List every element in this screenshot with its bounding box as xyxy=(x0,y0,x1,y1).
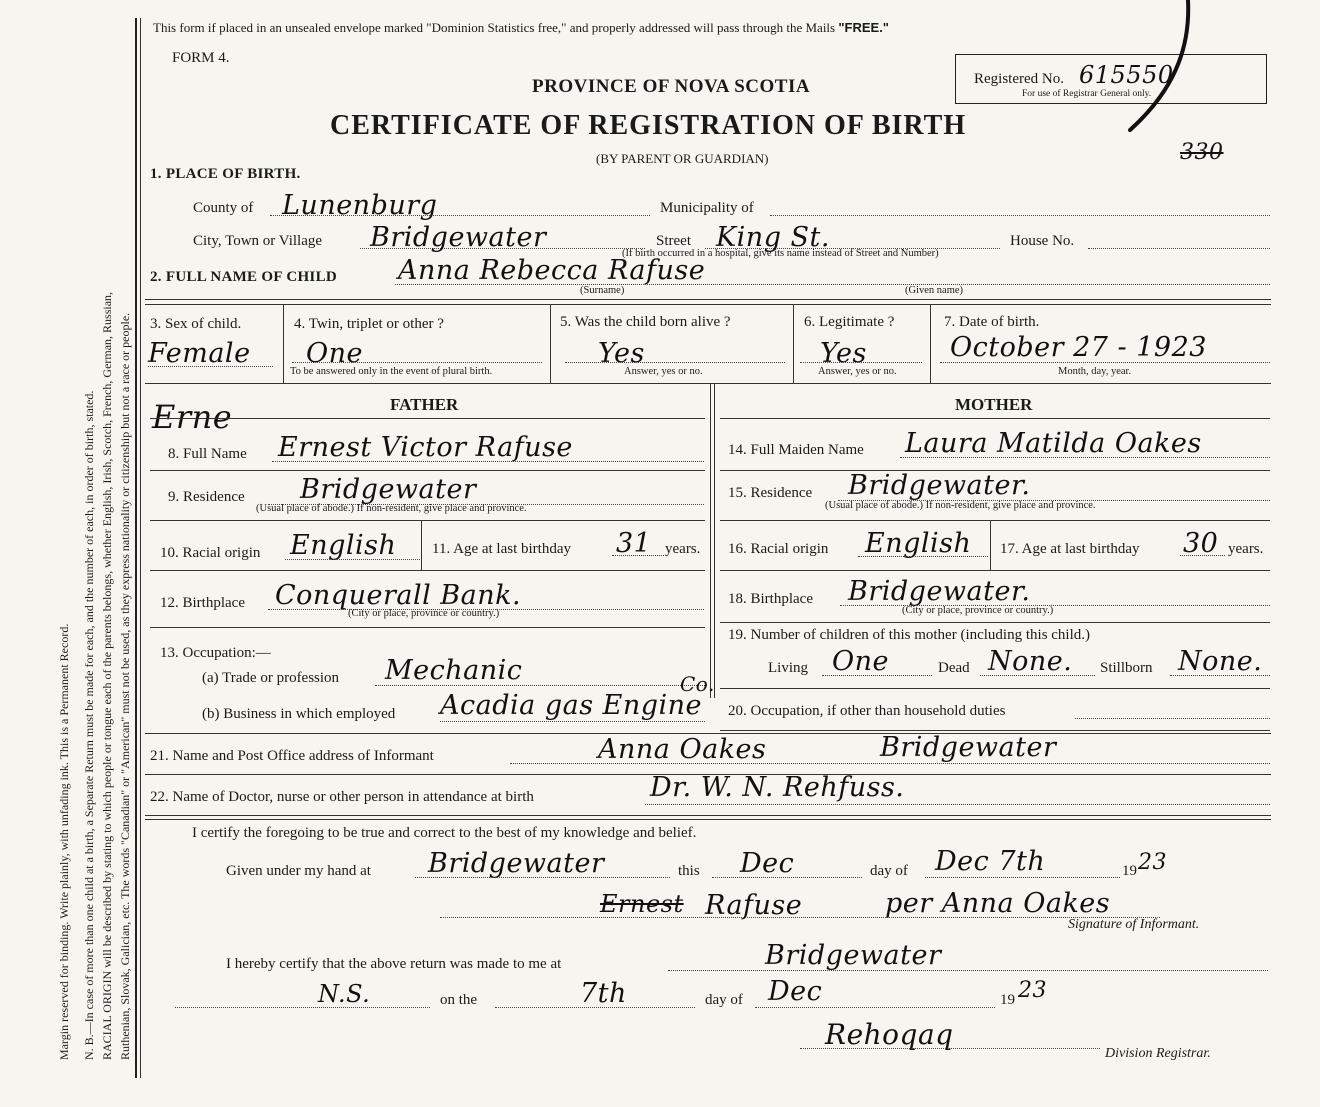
alive-line xyxy=(565,362,785,363)
father-racial-line xyxy=(285,559,420,560)
mother-residence-note: (Usual place of abode.) If non-resident, give place and province. xyxy=(825,500,1096,511)
mother-age-label: 17. Age at last birthday xyxy=(1000,541,1140,557)
certify-text: I certify the foregoing to be true and correct to the best of my knowledge and belief. xyxy=(192,825,697,841)
father-residence-value: Bridgewater xyxy=(300,474,477,505)
mother-residence-label: 15. Residence xyxy=(728,485,813,501)
child-name-value: Anna Rebecca Rafuse xyxy=(398,255,706,286)
signature-struck: Ernest xyxy=(600,890,684,918)
father-name-value: Ernest Victor Rafuse xyxy=(278,432,573,463)
legitimate-label: 6. Legitimate ? xyxy=(804,314,895,330)
mother-birthplace-label: 18. Birthplace xyxy=(728,591,813,607)
registrar-text: I hereby certify that the above return was made to me at xyxy=(226,956,562,972)
twin-value: One xyxy=(306,338,364,369)
mother-stillborn-line xyxy=(1170,675,1270,676)
father-business-line xyxy=(440,721,705,722)
father-rule-12 xyxy=(150,627,705,628)
form-number: FORM 4. xyxy=(172,50,230,66)
mother-dead-line xyxy=(980,675,1095,676)
mother-name-line xyxy=(900,457,1270,458)
registrar-use-note: For use of Registrar General only. xyxy=(1022,89,1152,99)
province-value: N.S. xyxy=(318,980,371,1008)
mother-birthplace-value: Bridgewater. xyxy=(848,576,1031,607)
city-label: City, Town or Village xyxy=(193,233,323,249)
twin-label: 4. Twin, triplet or other ? xyxy=(294,316,444,332)
signature-label: Signature of Informant. xyxy=(1068,917,1200,932)
section-rule-5b xyxy=(145,819,1271,820)
signature-line xyxy=(440,917,1160,918)
day-of-value: Dec 7th xyxy=(935,846,1046,877)
street-label: Street xyxy=(656,233,691,249)
city-value: Bridgewater xyxy=(370,222,547,253)
mother-racial-divider xyxy=(990,521,991,570)
mother-occupation-rule xyxy=(720,730,1270,731)
father-trade-label: (a) Trade or profession xyxy=(202,670,340,686)
father-rule-8 xyxy=(150,470,705,471)
father-racial-value: English xyxy=(290,530,397,561)
dob-line xyxy=(940,362,1270,363)
registered-label: Registered No. xyxy=(974,71,1064,87)
father-age-value: 31 xyxy=(616,528,652,559)
informant-name-value: Anna Oakes xyxy=(598,734,767,765)
father-rule-9 xyxy=(150,520,705,521)
signature-value: Rafuse xyxy=(705,890,803,921)
corner-number: 330 xyxy=(1180,140,1224,165)
father-residence-label: 9. Residence xyxy=(168,489,245,505)
registrar-place-line xyxy=(668,970,1268,971)
legitimate-value: Yes xyxy=(820,338,867,369)
mother-racial-value: English xyxy=(865,528,972,559)
mother-rule-15 xyxy=(720,520,1270,521)
row-divider-d xyxy=(930,305,931,383)
mother-heading: MOTHER xyxy=(955,395,1033,414)
father-age-line xyxy=(612,555,664,556)
year-value: 23 xyxy=(1138,850,1167,875)
father-racial-label: 10. Racial origin xyxy=(160,545,261,561)
alive-value: Yes xyxy=(598,338,645,369)
section-rule-1b xyxy=(145,304,1271,305)
doctor-line xyxy=(645,804,1270,805)
legitimate-line xyxy=(800,362,922,363)
parents-heading-rule-f xyxy=(150,418,705,419)
county-label: County of xyxy=(193,200,254,216)
mother-stillborn-value: None. xyxy=(1178,646,1263,677)
section-rule-1 xyxy=(145,299,1271,300)
street-value: King St. xyxy=(716,222,830,253)
reg-day-value: Dec xyxy=(768,976,823,1007)
mother-children-label: 19. Number of children of this mother (including this child.) xyxy=(728,627,1091,643)
twin-note: To be answered only in the event of plural birth. xyxy=(290,366,493,377)
father-business-value: Acadia gas Engine xyxy=(440,690,703,721)
certificate-subtitle: (BY PARENT OR GUARDIAN) xyxy=(596,151,769,166)
house-line xyxy=(1088,248,1270,249)
reg-year-value: 23 xyxy=(1018,978,1047,1003)
on-the-value: 7th xyxy=(580,978,627,1009)
parents-divider-2 xyxy=(714,384,715,698)
father-trade-value: Mechanic xyxy=(385,655,523,686)
municipality-line xyxy=(770,215,1270,216)
registered-value: 615550 xyxy=(1079,61,1174,89)
given-place-line xyxy=(415,877,670,878)
margin-note-1: Margin reserved for binding. Write plainly, with unfading ink. This is a Permanent Record. xyxy=(57,623,71,1060)
given-label: Given under my hand at xyxy=(226,863,371,879)
mother-racial-line xyxy=(858,556,988,557)
father-name-line xyxy=(272,461,704,462)
parents-heading-rule-m xyxy=(720,418,1270,419)
mother-living-label: Living xyxy=(768,660,808,676)
twin-line xyxy=(292,362,542,363)
mother-age-value: 30 xyxy=(1183,528,1219,559)
mother-rule-18 xyxy=(720,622,1270,623)
father-trade-line xyxy=(375,685,705,686)
mother-occupation-line xyxy=(1075,718,1270,719)
registrar-place-value: Bridgewater xyxy=(765,940,942,971)
this-line xyxy=(712,877,862,878)
mother-birthplace-note: (City or place, province or country.) xyxy=(902,605,1054,616)
father-name-label: 8. Full Name xyxy=(168,446,247,462)
mother-age-unit: years. xyxy=(1228,541,1264,557)
legitimate-note: Answer, yes or no. xyxy=(818,366,897,377)
father-residence-note: (Usual place of abode.) If non-resident, give place and province. xyxy=(256,503,527,514)
alive-note: Answer, yes or no. xyxy=(624,366,703,377)
doctor-value: Dr. W. N. Rehfuss. xyxy=(650,772,905,803)
binding-margin-line xyxy=(135,18,137,1078)
surname-note: (Surname) xyxy=(580,285,625,296)
father-business-label: (b) Business in which employed xyxy=(202,706,396,722)
house-label: House No. xyxy=(1010,233,1075,249)
day-of-label: day of xyxy=(870,863,908,879)
sex-value: Female xyxy=(148,338,251,369)
registrar-pen-stroke xyxy=(1120,0,1200,140)
registrar-label: Division Registrar. xyxy=(1105,1046,1211,1061)
sex-label: 3. Sex of child. xyxy=(150,316,242,332)
father-business-value-co: Co. xyxy=(680,672,715,696)
dob-value: October 27 - 1923 xyxy=(950,332,1207,363)
father-rule-10 xyxy=(150,570,705,571)
father-age-unit: years. xyxy=(665,541,701,557)
father-birthplace-label: 12. Birthplace xyxy=(160,595,245,611)
row-divider-a xyxy=(283,305,284,383)
certificate-title: CERTIFICATE OF REGISTRATION OF BIRTH xyxy=(330,110,967,141)
sex-line xyxy=(148,366,273,367)
place-of-birth-heading: 1. PLACE OF BIRTH. xyxy=(150,166,301,182)
on-the-label: on the xyxy=(440,992,478,1008)
this-label: this xyxy=(678,863,700,879)
dob-label: 7. Date of birth. xyxy=(944,314,1040,330)
reg-day-line xyxy=(755,1007,995,1008)
mother-age-line xyxy=(1180,555,1225,556)
alive-label: 5. Was the child born alive ? xyxy=(560,314,731,330)
row-divider-c xyxy=(793,305,794,383)
father-age-label: 11. Age at last birthday xyxy=(432,541,571,557)
mother-name-value: Laura Matilda Oakes xyxy=(905,428,1202,459)
binding-margin-line-inner xyxy=(140,18,141,1078)
margin-note-2: N. B.—In case of more than one child at a birth, a Separate Return must be made for each, and the number of each, in order of birth, stated. xyxy=(82,390,96,1060)
margin-note-3: RACIAL ORIGIN will be described by stating to which people or tongue each of the parents belongs, whether English, Irish, Scotch, French, German, Russian, xyxy=(100,291,114,1060)
child-name-label: 2. FULL NAME OF CHILD xyxy=(150,269,338,285)
informant-line xyxy=(510,763,1270,764)
day-of-line xyxy=(925,877,1120,878)
registrar-signature-line xyxy=(800,1048,1100,1049)
margin-note-4: Ruthenian, Slovak, Galician, etc. The words "Canadian" or "American" must not be used, as they express nationality or citizenship but not a race or people. xyxy=(118,312,132,1060)
mother-living-value: One xyxy=(832,646,890,677)
on-the-line xyxy=(495,1007,695,1008)
mail-notice xyxy=(153,20,889,36)
given-name-note: (Given name) xyxy=(905,285,964,296)
informant-address-value: Bridgewater xyxy=(880,732,1057,763)
mail-notice-text: This form if placed in an unsealed envelope marked "Dominion Statistics free," and properly addressed will pass through the Mails xyxy=(153,20,836,35)
section-rule-5 xyxy=(145,815,1271,816)
province-heading: PROVINCE OF NOVA SCOTIA xyxy=(532,76,811,97)
mother-dead-label: Dead xyxy=(938,660,970,676)
province-line xyxy=(175,1007,430,1008)
father-racial-divider xyxy=(421,521,422,570)
mother-residence-value: Bridgewater. xyxy=(848,470,1031,501)
margin-scrawl: Erne xyxy=(152,398,233,436)
mother-name-label: 14. Full Maiden Name xyxy=(728,442,864,458)
reg-year-prefix: 19 xyxy=(1000,992,1015,1008)
this-value: Dec xyxy=(740,848,795,879)
mother-occupation-label: 20. Occupation, if other than household duties xyxy=(728,703,1006,719)
mother-dead-value: None. xyxy=(988,646,1073,677)
section-rule-2 xyxy=(145,383,1271,384)
mother-racial-label: 16. Racial origin xyxy=(728,541,829,557)
hospital-note: (If birth occurred in a hospital, give its name instead of Street and Number) xyxy=(622,248,939,259)
parents-divider xyxy=(710,384,711,698)
registrar-signature: Rehoqaq xyxy=(825,1018,954,1051)
mother-stillborn-label: Stillborn xyxy=(1100,660,1153,676)
father-heading: FATHER xyxy=(390,395,459,414)
dob-note: Month, day, year. xyxy=(1058,366,1132,377)
mail-free: "FREE." xyxy=(838,20,889,35)
reg-day-label: day of xyxy=(705,992,743,1008)
father-birthplace-note: (City or place, province or country.) xyxy=(348,608,500,619)
mother-rule-16 xyxy=(720,570,1270,571)
given-place-value: Bridgewater xyxy=(428,848,605,879)
doctor-label: 22. Name of Doctor, nurse or other person in attendance at birth xyxy=(150,789,534,805)
mother-living-line xyxy=(822,675,932,676)
father-birthplace-value: Conquerall Bank. xyxy=(275,580,522,611)
informant-label: 21. Name and Post Office address of Informant xyxy=(150,748,434,764)
signature-per: per Anna Oakes xyxy=(885,888,1111,919)
father-occupation-label: 13. Occupation:— xyxy=(160,645,271,661)
mother-rule-19 xyxy=(720,688,1270,689)
row-divider-b xyxy=(550,305,551,383)
registered-box xyxy=(955,54,1267,104)
year-prefix: 19 xyxy=(1122,863,1137,879)
municipality-label: Municipality of xyxy=(660,200,754,216)
county-value: Lunenburg xyxy=(282,190,438,221)
